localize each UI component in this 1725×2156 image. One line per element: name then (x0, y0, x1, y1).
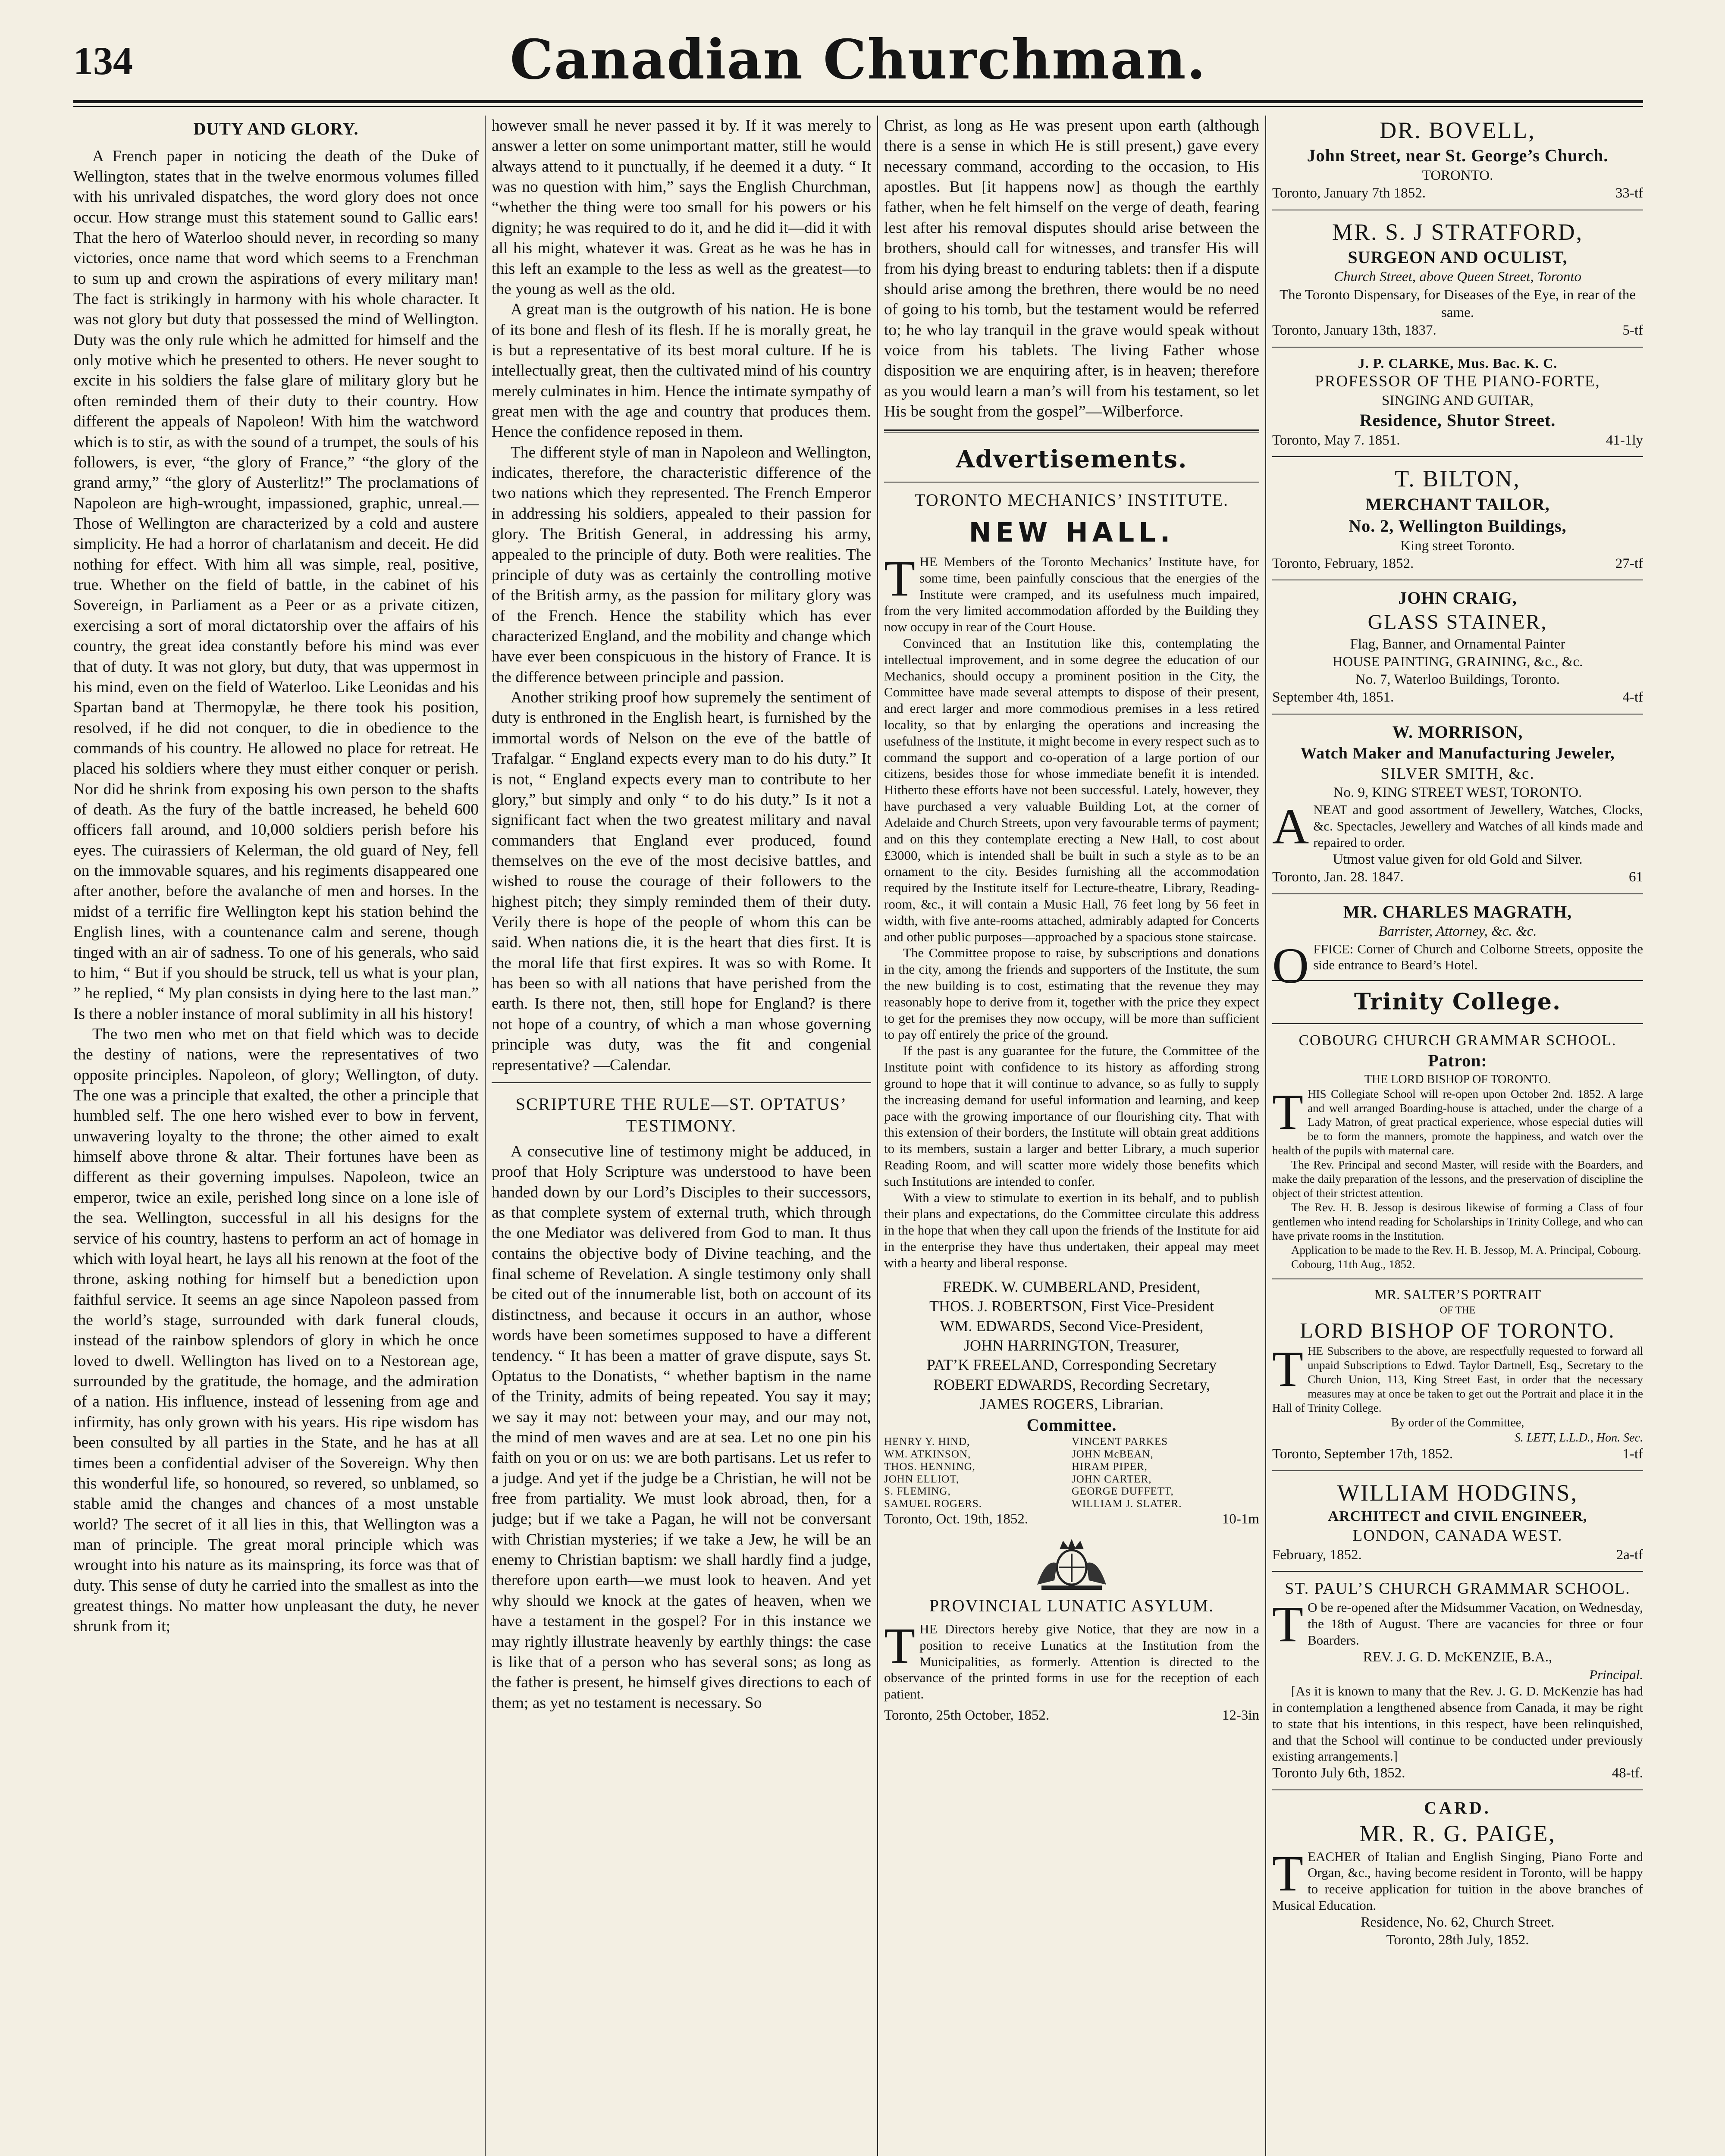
ad-code: 12-3in (1222, 1708, 1259, 1724)
column-divider (485, 116, 486, 2156)
ad-stpauls-note: [As it is known to many that the Rev. J. G. D. McKenzie has had in contemplation a lengthened absence from Canada, it may be right to state that his intentions, in this respect, have been relinquished, and that the School will continue to be conducted under previously existing arrangements.] (1272, 1683, 1643, 1764)
divider (884, 482, 1259, 483)
ad-dateline (1272, 185, 1643, 203)
ad-morrison-name: W. MORRISON, (1392, 722, 1523, 742)
ad-paragraph: THE Directors hereby give Notice, that they are now in a position to receive Lunatics at the Institution from the Municipalities, as formerly. Attention is directed to the observance of the printed forms in use for the reception of each patient. (884, 1617, 1259, 1702)
section-heading: Trinity College. (1354, 989, 1562, 1015)
ad-bilton-address: No. 2, Wellington Buildings, (1349, 516, 1567, 536)
article-paragraph: The different style of man in Napoleon and Wellington, indicates, therefore, the characteristic difference of the two nations which they represented. The French Emperor in addressing his soldiers, appealed to their passion for glory. The British General, in addressing his army, appealed to the principle of duty. Both were realities. The principle of duty was as certainly the controlling motive of the British army, as the passion for military glory was of the French. Hence the stability which has ever characterized England, and the mobility and change which have ever been conspicuous in the history of France. It is the difference between principle and passion. (492, 443, 871, 686)
ad-dateline (884, 1707, 1259, 1725)
ad-date: Toronto, 25th October, 1852. (884, 1708, 1050, 1724)
committee-member: JOHN McBEAN, (1072, 1448, 1154, 1460)
ad-craig-address: No. 7, Waterloo Buildings, Toronto. (1355, 672, 1560, 688)
ad-salter-signed: S. LETT, L.L.D., Hon. Sec. (1514, 1431, 1643, 1445)
ad-date: Toronto July 6th, 1852. (1272, 1765, 1405, 1781)
ad-dateline (1272, 322, 1643, 340)
ad-code: 48-tf. (1612, 1765, 1643, 1781)
ad-clarke-role: PROFESSOR OF THE PIANO-FORTE, (1315, 373, 1600, 391)
officer-line: FREDK. W. CUMBERLAND, President, (943, 1278, 1201, 1295)
ad-craig-line: HOUSE PAINTING, GRAINING, &c., &c. (1332, 654, 1583, 670)
ad-stratford-address: Church Street, above Queen Street, Toronto (1333, 269, 1582, 285)
ad-code: 27-tf (1615, 555, 1643, 571)
ad-dateline (1272, 1764, 1643, 1783)
committee-member: WM. ATKINSON, (884, 1448, 971, 1460)
ad-trinity-text: The Rev. H. B. Jessop is desirous likewise of forming a Class of four gentlemen who intend reading for Scholarships in Trinity College, and who can have private rooms in the Institution. (1272, 1201, 1643, 1242)
ad-stpauls-title: ST. PAUL’S CHURCH GRAMMAR SCHOOL. (1285, 1579, 1631, 1598)
ad-code: 33-tf (1615, 185, 1643, 201)
ad-date: Toronto, May 7. 1851. (1272, 432, 1400, 448)
ad-magrath-text: OFFICE: Corner of Church and Colborne Streets, opposite the side entrance to Beard’s Hotel. (1272, 937, 1643, 994)
committee-member: JOHN CARTER, (1072, 1473, 1152, 1485)
masthead (73, 22, 1643, 95)
ad-bovell-address: John Street, near St. George’s Church. (1307, 146, 1609, 166)
officer-line: ROBERT EDWARDS, Recording Secretary, (933, 1376, 1210, 1393)
committee-member: VINCENT PARKES (1072, 1436, 1168, 1448)
ad-morrison-role: Watch Maker and Manufacturing Jeweler, (1300, 744, 1615, 762)
ad-salter-title: MR. SALTER’S PORTRAIT (1374, 1287, 1541, 1303)
ad-hodgins-role: ARCHITECT and CIVIL ENGINEER, (1328, 1508, 1587, 1525)
ad-code: 2a-tf (1616, 1547, 1643, 1563)
column-4 (1272, 116, 1643, 2156)
divider (884, 429, 1259, 433)
article-paragraph: however small he never passed it by. If it was merely to answer a letter on some unimportant matter, still he would always attend to it punctually, if he deemed it a duty. “ It was no question with him,” says the English Churchman, “whether the thing were too small for his powers or his dignity; he was required to do it, and he did it—did it with all his might, whatever it was. Great as he was he has in this left an example to the less as well as the greatest—to the young as well as the old. (492, 117, 871, 298)
ad-date: Toronto, January 13th, 1837. (1272, 323, 1436, 338)
article-paragraph: Christ, as long as He was present upon earth (although there is a sense in which He is still present,) gave every necessary command, according to the occasion, to His apostles. But [it happens now] as though the earthly father, when he felt himself on the verge of death, fearing lest after his removal disputes should arise between the brothers, should call for witnesses, and transfer His will from his dying breast to enduring tablets: then if a dispute should arise among the brethren, there would be no need of going to his tomb, but the testament would be referred to; he who lay tranquil in the grave would speak without voice from his tablets. The living Father whose disposition we are enquiring after, is in heaven; therefore as you would learn a man’s will from his testament, so let His be sought from the gospel”—Wilberforce. (884, 117, 1259, 421)
ad-title: PROVINCIAL LUNATIC ASYLUM. (929, 1595, 1214, 1615)
ad-bilton-street: King street Toronto. (1400, 538, 1515, 554)
article-paragraph: Another striking proof how supremely the sentiment of duty is enthroned in the English heart, is furnished by the immortal words of Nelson on the eve of the battle of Trafalgar. “ England expects every man to do his duty.” It is not, “ England expects every man to contribute to her glory,” but simply and only “ to do his duty.” Is it not a significant fact when the two greatest military and naval commanders that England ever produced, found themselves on the eve of the most decisive battles, and wished to rouse the courage of their followers to the highest pitch; they simply reminded them of their duty. Verily there is hope of the people of whom this can be said. When nations die, it is the heart that dies first. It is the moral life that first expires. It was so with Rome. It has been so with all nations that have perished from the earth. Is there not, then, still hope for England? is there not hope of a country, of which a man whose governing principle was duty, was the fit and congenial representative? —Calendar. (492, 689, 871, 1074)
ad-morrison-address: No. 9, KING STREET WEST, TORONTO. (1333, 785, 1582, 801)
ad-bilton-name: T. BILTON, (1395, 466, 1521, 492)
divider (1272, 1789, 1643, 1790)
officer-line: JAMES ROGERS, Librarian. (980, 1395, 1164, 1413)
ad-paige-card: CARD. (1424, 1798, 1491, 1818)
masthead-rule-thin (73, 106, 1643, 107)
ad-dateline (1272, 432, 1643, 450)
ad-title: TORONTO MECHANICS’ INSTITUTE. (915, 490, 1229, 510)
ad-date: Toronto, September 17th, 1852. (1272, 1446, 1453, 1462)
ad-morrison-note: Utmost value given for old Gold and Silver. (1333, 851, 1583, 867)
ad-paige-text: TEACHER of Italian and English Singing, Piano Forte and Organ, &c., having become resident in Toronto, will be happy to receive application for tuition in the above branches of Musical Education. (1272, 1845, 1643, 1913)
page-number: 134 (73, 39, 133, 83)
ad-date: September 4th, 1851. (1272, 689, 1394, 705)
ad-dateline (1272, 555, 1643, 573)
ad-salter-text: THE Subscribers to the above, are respectfully requested to forward all unpaid Subscriptions to Edwd. Taylor Dartnell, Esq., Secretary to the Church Union, 113, King Street East, in order that the necessary measures may at once be taken to get out the Portrait and place it in the Hall of Trinity College. (1272, 1341, 1643, 1414)
committee-member: SAMUEL ROGERS. (884, 1498, 982, 1510)
ad-code: 10-1m (1222, 1511, 1259, 1527)
column-3 (884, 116, 1259, 2156)
masthead-title: Canadian Churchman. (510, 28, 1207, 91)
ad-clarke-residence: Residence, Shutor Street. (1359, 411, 1556, 430)
ad-code: 1-tf (1622, 1446, 1643, 1462)
divider (1272, 1571, 1643, 1572)
officer-line: WM. EDWARDS, Second Vice-President, (940, 1317, 1204, 1335)
ad-dateline (1272, 1445, 1643, 1463)
column-1 (73, 116, 479, 2156)
ad-date: February, 1852. (1272, 1547, 1362, 1563)
committee-member: WILLIAM J. SLATER. (1072, 1498, 1182, 1510)
ad-salter-order: By order of the Committee, (1391, 1416, 1524, 1429)
ad-stratford-text: The Toronto Dispensary, for Diseases of the Eye, in rear of the same. (1279, 287, 1636, 320)
ad-stratford-name: MR. S. J STRATFORD, (1332, 219, 1584, 245)
ad-stpauls-principal-role: Principal. (1589, 1667, 1643, 1683)
ad-date: Toronto, January 7th 1852. (1272, 185, 1426, 201)
ad-craig-name: JOHN CRAIG, (1398, 588, 1517, 608)
ad-paige-date: Toronto, 28th July, 1852. (1386, 1932, 1529, 1948)
ad-date: Toronto, Jan. 28. 1847. (1272, 869, 1404, 885)
article-paragraph: A consecutive line of testimony might be adduced, in proof that Holy Scripture was understood to have been handed down by our Lord’s Disciples to their successors, as that complete system of external truth, which through the one Mediator was delivered from God to man. It thus contains the objective body of Divine teaching, and the final scheme of Revelation. A single testimony only shall be cited out of the innumerable list, both on account of its distinctness, and because it occurs in an author, whose words have been sometimes supposed to have a different tendency. “ It has been a matter of grave dispute, says St. Optatus to the Donatists, “ whether baptism in the name of the Trinity, admits of being repeated. You say it may; we say it may not: between your may, and our may not, the mind of men waves and are at sea. Let no one pin his faith on you or on us: we are both partisans. Let us refer to a judge. And yet if the judge be a Christian, he will not be free from partiality. We must look abroad, then, for a judge; but if we take a Pagan, he will not be conversant with Christian mysteries; if we take a Jew, he will be an enemy to Christian baptism: we shall hardly find a judge, therefore upon earth—we must look to heaven. And yet why should we knock at the gates of heaven, when we have a testament in the gospel? For in this instance we may rightly illustrate heavenly by earthly things: the case is like that of a person who has several sons; as long as the father is present, he himself gives directions to each of them; as yet no testament is necessary. So (492, 1142, 871, 1712)
ad-salter-of: OF THE (1440, 1305, 1476, 1316)
ad-paragraph: With a view to stimulate to exertion in its behalf, and to publish their plans and expectations, do the Committee circulate this address in the hope that when they call upon the friends of the Institute for aid in the enterprise they have thus undertaken, their appeal may meet with a hearty and liberal response. (884, 1190, 1259, 1270)
ad-magrath-name: MR. CHARLES MAGRATH, (1343, 902, 1572, 921)
committee-member: S. FLEMING, (884, 1485, 951, 1498)
ad-code: 61 (1629, 869, 1643, 885)
divider (1272, 1023, 1643, 1024)
ad-salter-subject: LORD BISHOP OF TORONTO. (1300, 1318, 1615, 1343)
ad-hodgins-address: LONDON, CANADA WEST. (1352, 1527, 1563, 1545)
committee-member: HENRY Y. HIND, (884, 1436, 970, 1448)
divider (1272, 893, 1643, 894)
ad-trinity-text: The Rev. Principal and second Master, will reside with the Boarders, and make the daily preparation of the lessons, and the preservation of discipline the object of their strictest attention. (1272, 1158, 1643, 1200)
ad-paige-residence: Residence, No. 62, Church Street. (1361, 1914, 1555, 1930)
committee-member: HIRAM PIPER, (1072, 1460, 1148, 1473)
ad-clarke-subjects: SINGING AND GUITAR, (1381, 392, 1534, 408)
ad-magrath-role: Barrister, Attorney, &c. &c. (1378, 924, 1537, 940)
committee-member: THOS. HENNING, (884, 1460, 975, 1473)
ad-stpauls-principal: REV. J. G. D. McKENZIE, B.A., (1363, 1649, 1552, 1665)
ad-dateline (1272, 1546, 1643, 1564)
column-divider (877, 116, 878, 2156)
divider (1272, 347, 1643, 348)
committee-member: JOHN ELLIOT, (884, 1473, 959, 1485)
officer-line: PAT’K FREELAND, Corresponding Secretary (926, 1356, 1217, 1374)
ad-paragraph: THE Members of the Toronto Mechanics’ Institute have, for some time, been painfully conscious that the energies of the Institute were cramped, and its usefulness much impaired, from the very limited accommodation afforded by the Building they now occupy in rear of the Court House. (884, 550, 1259, 635)
ad-trinity-school: COBOURG CHURCH GRAMMAR SCHOOL. (1298, 1031, 1617, 1049)
ad-bovell-city: TORONTO. (1422, 167, 1493, 183)
masthead-rule (73, 100, 1643, 103)
officer-line: THOS. J. ROBERTSON, First Vice-President (929, 1297, 1214, 1315)
ad-bovell-name: DR. BOVELL, (1380, 117, 1536, 143)
ad-clarke-name: J. P. CLARKE, Mus. Bac. K. C. (1358, 355, 1558, 371)
ad-trinity-text: Application to be made to the Rev. H. B. Jessop, M. A. Principal, Cobourg. (1291, 1243, 1641, 1257)
article-paragraph: A great man is the outgrowth of his nation. He is bone of its bone and flesh of its flesh. If he is morally great, he is but a representative of its best moral culture. If he is intellectually great, then the cultivated mind of his country merely culminates in him. Hence the intimate sympathy of great men with the age and country that produces them. Hence the confidence reposed in them. (492, 301, 871, 441)
divider (1272, 456, 1643, 457)
article-paragraph: A French paper in noticing the death of the Duke of Wellington, states that in the twelve enormous volumes filled with his unrivaled dispatches, the word glory does not once occur. How strange must this statement sound to Gallic ears! That the hero of Waterloo should never, in recording so many victories, once name that word which seems to a Frenchman to sum up and crown the aspirations of every military man! The fact is strikingly in harmony with his whole character. It was not glory but duty that possessed the mind of Wellington. Duty was the only rule which he admitted for himself and the only motive which he presented to others. He never sought to excite in his soldiers the false glare of military glory but he often reminded them of their duty to their country. How different the appeals of Napoleon! With him the watchword which is to stir, as with the sound of a trumpet, the souls of his followers, is ever, “the glory of France,” “the glory of the grand army,” “the glory of Austerlitz!” The proclamations of Napoleon are high-wrought, impassioned, graphic, unreal.—Those of Wellington are characterized by a cold and austere simplicity. He had a horror of charlatanism and deceit. He did nothing for effect. With him all was simple, real, positive, true. Whether on the field of battle, in the cabinet of his Sovereign, in Parliament as a Peer or as a private citizen, exercising a sort of moral dictatorship over the affairs of his country, the great idea constantly before his mind was ever that of duty. It was not glory, but duty, that was uppermost in his mind, even on the field of Waterloo. Like Leonidas and his Spartan band at Thermopylæ, he there took his position, resolved, if he did not conquer, to die in obedience to the commands of his country. He allowed no place for retreat. He placed his soldiers where they must either conquer or perish. Nor did he shrink from exposing his own person to the shafts of death. As the fury of the battle increased, he beheld 600 officers fall around, and 10,000 soldiers perish before his eyes. The cuirassiers of Kelerman, the old guard of Ney, fell on the immovable squares, and his regiments disappeared one after another, before the avalanche of men and horses. In the midst of a terrific fire Wellington kept his station behind the English lines, with a countenance calm and serene, though tinged with an air of sadness. To one of his generals, who said to him, “ But if you should be struck, tell us what is your plan, ” he replied, “ My plan consists in dying here to the last man.” Is there a nobler instance of moral sublimity in all his history! (73, 147, 479, 1023)
ad-date: Cobourg, 11th Aug., 1852. (1291, 1257, 1415, 1271)
ad-craig-role: GLASS STAINER, (1367, 610, 1548, 633)
divider (492, 1082, 871, 1083)
ad-trinity-text: THIS Collegiate School will re-open upon October 2nd. 1852. A large and well arranged Boarding-house is attached, under the charge of a Lady Matron, of great practical experience, whose especial duties will be to form the manners, promote the happiness, and watch over the health of the pupils with maternal care. (1272, 1083, 1643, 1157)
ad-trinity-patron: THE LORD BISHOP OF TORONTO. (1364, 1072, 1551, 1086)
ad-date: Toronto, February, 1852. (1272, 555, 1414, 571)
divider (1272, 1470, 1643, 1471)
ad-paragraph: If the past is any guarantee for the future, the Committee of the Institute point with confidence to its history as affording strong ground to hope that it will continue to advance, so as fully to supply the increasing demand for useful information and learning, and keep pace with the growing importance of our flourishing city. That with this extension of their borders, the Institute will obtain great additions to its members, sustain a larger and better Library, a much superior Reading Room, and will scatter more widely those benefits which such Institutions are intended to confer. (884, 1043, 1259, 1189)
committee-list (884, 1436, 1259, 1510)
column-2 (492, 116, 871, 2156)
ad-dateline (1272, 868, 1643, 887)
article-heading: DUTY AND GLORY. (193, 119, 359, 138)
committee-heading: Committee. (1026, 1415, 1117, 1435)
ad-stratford-role: SURGEON AND OCULIST, (1348, 247, 1568, 267)
article-heading: SCRIPTURE THE RULE—ST. OPTATUS’ TESTIMONY. (515, 1094, 847, 1136)
officer-line: JOHN HARRINGTON, Treasurer, (964, 1337, 1179, 1354)
ad-dateline (1272, 689, 1643, 707)
ad-subtitle: NEW HALL. (969, 516, 1175, 548)
ad-code: 4-tf (1622, 689, 1643, 705)
royal-crest-icon (1029, 1537, 1115, 1593)
ad-date: Toronto, Oct. 19th, 1852. (884, 1511, 1029, 1527)
ad-stpauls-text: TO be re-opened after the Midsummer Vacation, on Wednesday, the 18th of August. There are vacancies for three or four Boarders. (1272, 1596, 1643, 1653)
ad-trinity-patron-label: Patron: (1428, 1051, 1487, 1071)
ad-bilton-role: MERCHANT TAILOR, (1365, 494, 1550, 514)
ad-morrison-text: ANEAT and good assortment of Jewellery, Watches, Clocks, &c. Spectacles, Jewellery and Watches of all kinds made and repaired to order. (1272, 798, 1643, 855)
ad-code: 5-tf (1622, 323, 1643, 338)
ad-morrison-role: SILVER SMITH, &c. (1380, 765, 1535, 783)
section-heading: Advertisements. (956, 445, 1188, 474)
ad-dateline (884, 1510, 1259, 1529)
ad-paige-name: MR. R. G. PAIGE, (1359, 1821, 1556, 1847)
column-divider (1265, 116, 1266, 2156)
ad-hodgins-name: WILLIAM HODGINS, (1337, 1479, 1578, 1506)
divider (1272, 980, 1643, 981)
ad-craig-line: Flag, Banner, and Ornamental Painter (1350, 636, 1565, 652)
ad-paragraph: Convinced that an Institution like this, contemplating the intellectual improvement, and in some degree the education of our Mechanics, should occupy a prominent position in the City, the Committee have made several attempts to dispose of their present, and erect larger and more commodious premises in a less retired locality, so that by enlarging the operations and increasing the usefulness of the Institute, it might become in every respect such as to command the support and co-operation of a large portion of our citizens, besides those for whose immediate benefit it is intended. Hitherto these efforts have not been successful. Lately, however, they have purchased a very valuable Building Lot, at the corner of Adelaide and Church Streets, upon very favourable terms of payment; and on this they contemplate erecting a New Hall, to cost about £3000, which is intended shall be built in such a style as to be an ornament to the city. Besides furnishing all the accommodation required by the Institute itself for Lecture-theatre, Library, Reading-room, &c., it will contain a Music Hall, 76 feet long by 56 feet in width, with five ante-rooms attached, admirably adapted for Concerts and other public purposes—approached by a spacious stone staircase. (884, 635, 1259, 944)
article-paragraph: The two men who met on that field which was to decide the destiny of nations, were the representatives of two opposite principles. Napoleon, of glory; Wellington, of duty. The one was a principle that exalted, the other a principle that humbled self. The one hero wished ever to bow in fervent, unwavering loyalty to the throne; the other aimed to exalt himself above throne & altar. Their fortunes have been as different as their governing impulses. Napoleon, twice an emperor, twice an exile, perished long since on a lone isle of the sea. Wellington, successful in all his designs for the service of his country, hastens to perform an act of homage in which with loyal heart, he lays all his renown at the foot of the throne, asking nothing for himself but a benediction upon faithful service. It seems an age since Napoleon passed from the world’s stage, surrounded with dark funeral clouds, instead of the rainbow splendors of glory in which he once loved to dwell. Wellington has lived on to a Nestorean age, surrounded by the gratitude, the homage, and the admiration of a nation. His influence, instead of lessening from age and infirmity, has only grown with his years. His ripe wisdom has been consulted by all parties in the State, and he has at all times been a confidential adviser of the Sovereign. Why then this wonderful life, so honoured, so revered, so unblamed, so stable amid the changes and chances of a most unstable world? The secret of it all lies in this, that Wellington was a man of principle. The great moral principle which was wrought into his nature as its mainspring, its force was that of duty. This sense of duty he carried into the smallest as into the greatest things. No matter how unpleasant the duty, he never shrunk from it; (73, 1025, 479, 1636)
ad-paragraph: The Committee propose to raise, by subscriptions and donations in the city, among the friends and supporters of the Institute, the sum the new building is to cost, estimating that the revenue they may reasonably hope to derive from it, together with the price they expect to get for the premises they now occupy, will be more than sufficient to pay off entirely the price of the ground. (884, 945, 1259, 1042)
ad-code: 41-1ly (1606, 432, 1643, 448)
committee-member: GEORGE DUFFETT, (1072, 1485, 1174, 1498)
